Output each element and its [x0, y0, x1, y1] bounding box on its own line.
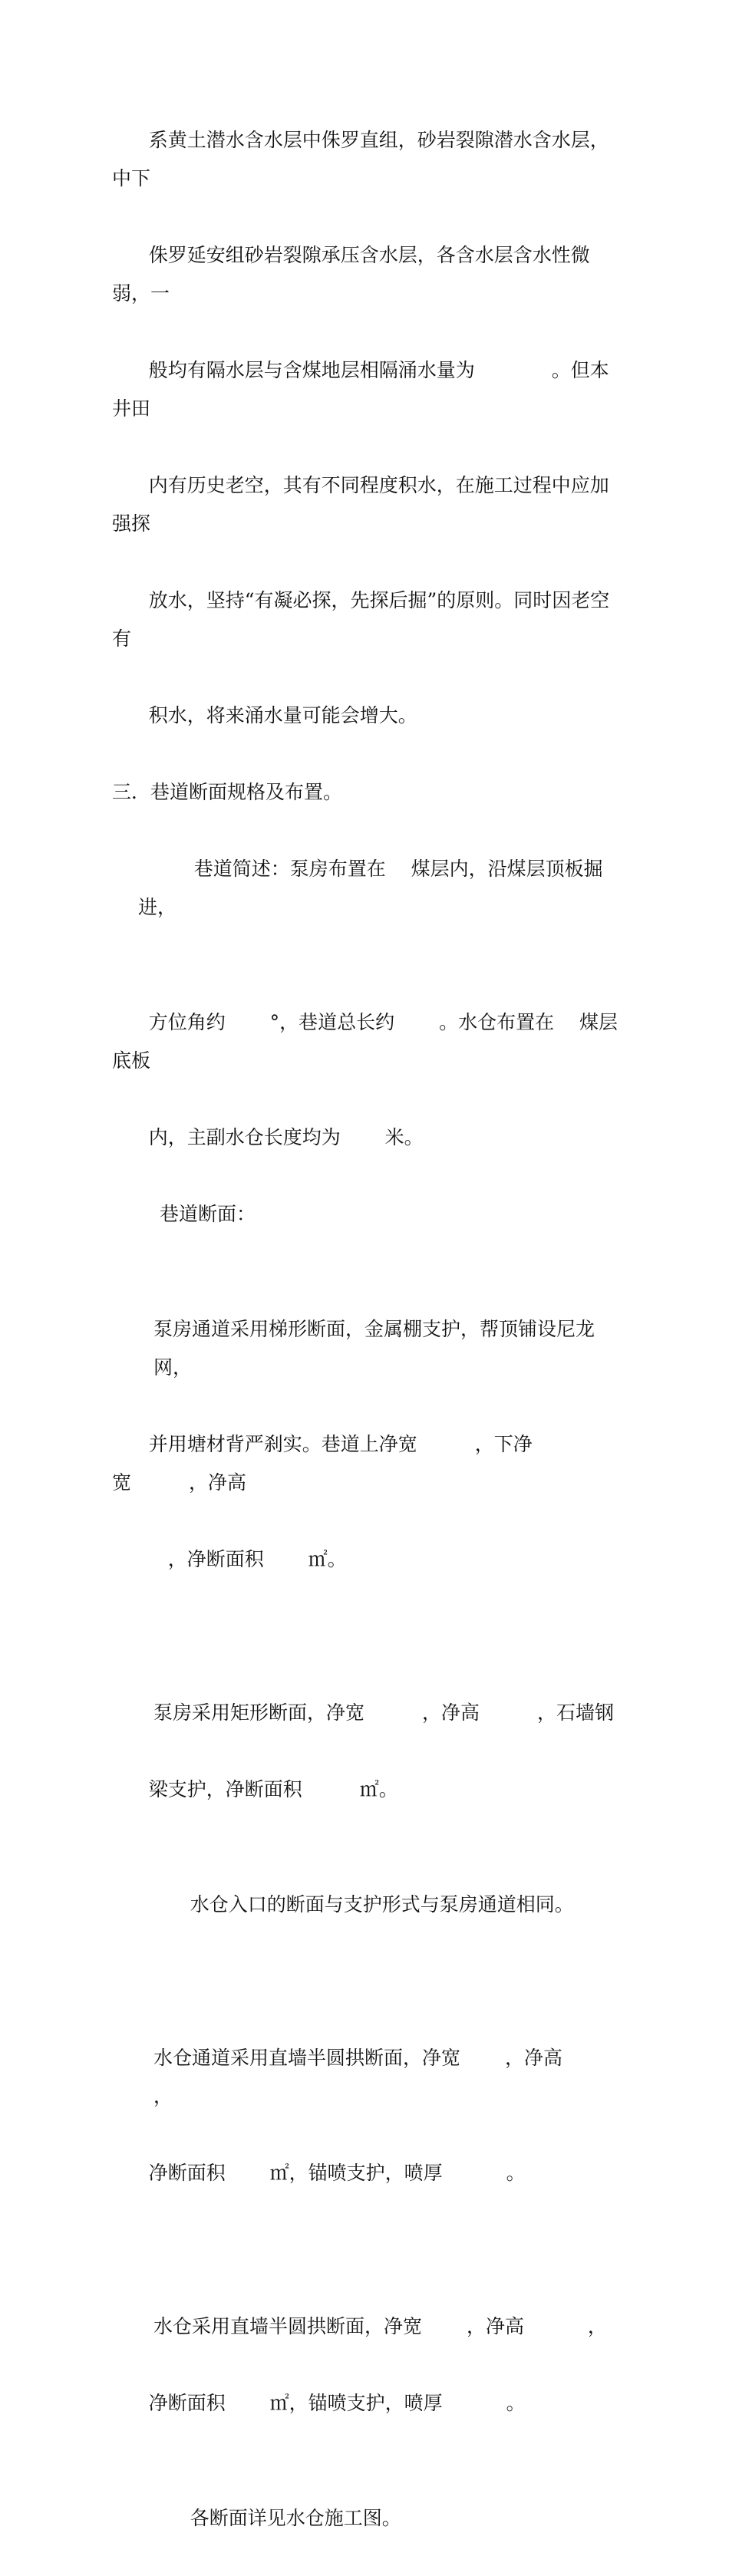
text-line: 内有历史老空，其有不同程度积水，在施工过程中应加强探 [112, 474, 609, 535]
roadway-summary-continued [112, 965, 622, 1195]
roadway-section-label: 巷道断面： [153, 1203, 256, 1225]
text-line: 泵房通道采用梯形断面，金属棚支护，帮顶铺设尼龙网， [153, 1318, 595, 1379]
text-line: 净断面积 ㎡，锚喷支护，喷厚 。 [148, 2162, 526, 2184]
pump-passage-paragraph [112, 1234, 622, 1617]
text-line: 各断面详见水仓施工图。 [190, 2507, 401, 2529]
text-line: 泵房采用矩形断面，净宽 ，净高 ，石墙钢 [153, 1701, 615, 1724]
drawing-note-paragraph [112, 2461, 622, 2576]
text-line: 水仓采用直墙半圆拱断面，净宽 ，净高 ， [153, 2315, 607, 2337]
text-line: 积水，将来涌水量可能会增大。 [148, 704, 417, 726]
text-line: 般均有隔水层与含煤地层相隔涌水量为 。但本井田 [112, 359, 609, 420]
text-line: 水仓入口的断面与支护形式与泵房通道相同。 [190, 1893, 574, 1916]
sump-passage-paragraph [112, 1962, 626, 2231]
text-line: 巷道简述：泵房布置在 煤层内，沿煤层顶板掘进， [138, 858, 603, 918]
text-line: ，净断面积 ㎡。 [148, 1548, 347, 1570]
section-heading: 三．巷道断面规格及布置。 [112, 781, 343, 803]
text-line: 放水，坚持“有凝必探，先探后掘”的原则。同时因老空有 [112, 589, 610, 650]
sump-paragraph [112, 2231, 622, 2461]
text-line: 净断面积 ㎡，锚喷支护，喷厚 。 [148, 2392, 526, 2414]
text-line: 内，主副水仓长度均为 米。 [148, 1126, 424, 1148]
text-line: 方位角约 °，巷道总长约 。水仓布置在 煤层底板 [112, 1011, 618, 1072]
document-body [112, 83, 626, 2576]
text-line: 侏罗延安组砂岩裂隙承压含水层，各含水层含水性微弱，一 [112, 244, 590, 305]
hydrogeology-paragraph [112, 83, 622, 773]
text-line: 梁支护，净断面积 ㎡。 [148, 1778, 398, 1800]
pump-room-paragraph [112, 1617, 622, 1847]
sump-entrance-paragraph [112, 1847, 622, 1962]
text-line: 系黄土潜水含水层中侏罗直组，砂岩裂隙潜水含水层，中下 [112, 129, 609, 189]
text-line: 水仓通道采用直墙半圆拱断面，净宽 ，净高 ， [153, 2047, 626, 2107]
roadway-summary-paragraph [112, 812, 622, 965]
text-line: 并用塘材背严刹实。巷道上净宽 ，下净宽 ，净高 [112, 1433, 533, 1494]
